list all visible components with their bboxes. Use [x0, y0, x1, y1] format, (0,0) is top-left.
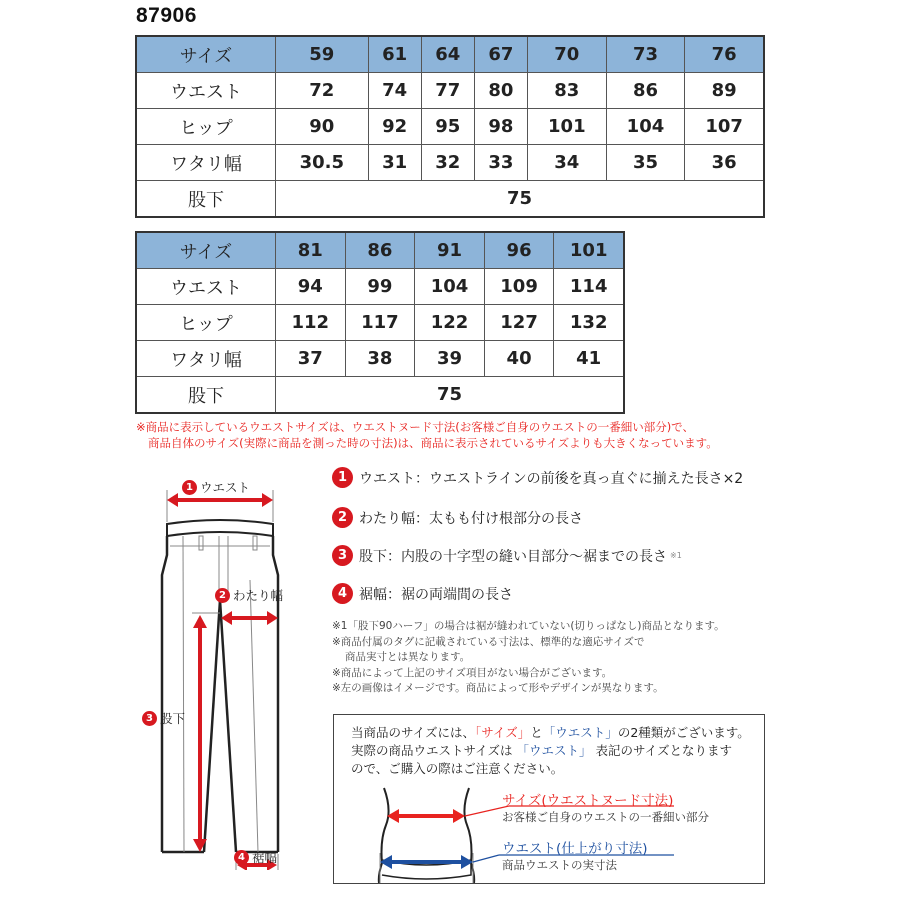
number-1-icon: 1	[182, 480, 197, 495]
cell: 86	[345, 233, 415, 269]
cell: 59	[276, 37, 369, 73]
row-label: ワタリ幅	[137, 145, 276, 181]
cell: 132	[554, 305, 624, 341]
cell: 39	[415, 341, 485, 377]
size-table-2	[136, 232, 624, 413]
cell: 32	[421, 145, 474, 181]
measurement-item-inseam: 3 股下：内股の十字型の縫い目部分～裾までの長さ ※1	[332, 545, 682, 566]
table-row-thigh	[137, 145, 764, 181]
cell: 89	[685, 73, 764, 109]
cell: 101	[554, 233, 624, 269]
cell: 96	[484, 233, 554, 269]
cell: 98	[474, 109, 527, 145]
diagram-label-hem: 4 裾幅	[234, 848, 277, 866]
cell: 31	[368, 145, 421, 181]
cell: 101	[527, 109, 606, 145]
cell: 86	[606, 73, 685, 109]
row-label: サイズ	[137, 37, 276, 73]
diagram-label-waist: 1 ウエスト	[182, 478, 250, 496]
cell: 41	[554, 341, 624, 377]
row-label: ヒップ	[137, 109, 276, 145]
cell: 112	[276, 305, 346, 341]
waist-size-notice: ※商品に表示しているウエストサイズは、ウエストヌード寸法(お客様ご自身のウエストの一番細い部分)で、 商品自体のサイズ(実際に商品を測った時の寸法)は、商品に表示されているサイズよりも大きくなっています。	[136, 420, 718, 450]
table-row-size	[137, 37, 764, 73]
size-info-box	[333, 714, 765, 884]
cell: 35	[606, 145, 685, 181]
size-nude-title: サイズ(ウエストヌード寸法)	[502, 793, 674, 809]
cell: 38	[345, 341, 415, 377]
cell: 72	[276, 73, 369, 109]
row-label: ウエスト	[137, 73, 276, 109]
row-label: サイズ	[137, 233, 276, 269]
row-label: ワタリ幅	[137, 341, 276, 377]
measurement-item-thigh: 2 わたり幅：太もも付け根部分の長さ	[332, 507, 583, 528]
cell: 94	[276, 269, 346, 305]
table-row-size	[137, 233, 624, 269]
diagram-label-inseam: 3 股下	[142, 709, 185, 727]
info-text: 当商品のサイズには、「サイズ」と「ウエスト」の2種類がございます。 実際の商品ウエストサイズは 「ウエスト」 表記のサイズとなります ので、ご購入の際はご注意ください。	[351, 725, 750, 776]
cell: 122	[415, 305, 485, 341]
cell: 61	[368, 37, 421, 73]
row-label: ウエスト	[137, 269, 276, 305]
cell: 114	[554, 269, 624, 305]
cell: 67	[474, 37, 527, 73]
cell: 77	[421, 73, 474, 109]
row-label: 股下	[137, 181, 276, 217]
table-row-inseam	[137, 181, 764, 217]
waist-finished-title: ウエスト(仕上がり寸法)	[502, 841, 648, 857]
cell: 75	[276, 181, 764, 217]
number-4-icon: 4	[234, 850, 249, 865]
cell: 104	[606, 109, 685, 145]
cell: 109	[484, 269, 554, 305]
footnotes: ※1「股下90ハーフ」の場合は裾が縫われていない(切りっぱなし)商品となります。 ※商品付属のタグに記載されている寸法は、標準的な適応サイズで 商品実寸とは異なります。 ※商品によって上記のサイズ項目がない場合がございます。 ※左の画像はイメージです。商品によって形やデザインが異なります。	[332, 620, 725, 694]
cell: 80	[474, 73, 527, 109]
waist-finished-desc: 商品ウエストの実寸法	[502, 858, 617, 872]
cell: 90	[276, 109, 369, 145]
cell: 127	[484, 305, 554, 341]
cell: 92	[368, 109, 421, 145]
measurement-item-hem: 4 裾幅：裾の両端間の長さ	[332, 583, 513, 604]
table-row-thigh	[137, 341, 624, 377]
table-row-waist	[137, 269, 624, 305]
size-nude-desc: お客様ご自身のウエストの一番細い部分	[502, 810, 709, 824]
cell: 40	[484, 341, 554, 377]
cell: 30.5	[276, 145, 369, 181]
size-table-1	[136, 36, 764, 217]
cell: 117	[345, 305, 415, 341]
table-row-inseam	[137, 377, 624, 413]
cell: 107	[685, 109, 764, 145]
diagram-label-thigh: 2 わたり幅	[215, 586, 283, 604]
cell: 81	[276, 233, 346, 269]
cell: 73	[606, 37, 685, 73]
number-4-icon: 4	[332, 583, 353, 604]
cell: 99	[345, 269, 415, 305]
product-code: 87906	[136, 4, 197, 27]
cell: 75	[276, 377, 624, 413]
number-2-icon: 2	[332, 507, 353, 528]
number-3-icon: 3	[142, 711, 157, 726]
cell: 33	[474, 145, 527, 181]
cell: 74	[368, 73, 421, 109]
cell: 36	[685, 145, 764, 181]
cell: 76	[685, 37, 764, 73]
cell: 104	[415, 269, 485, 305]
measurement-item-waist: 1 ウエスト：ウエストラインの前後を真っ直ぐに揃えた長さ×2	[332, 467, 743, 488]
number-2-icon: 2	[215, 588, 230, 603]
cell: 83	[527, 73, 606, 109]
number-1-icon: 1	[332, 467, 353, 488]
cell: 95	[421, 109, 474, 145]
number-3-icon: 3	[332, 545, 353, 566]
table-row-waist	[137, 73, 764, 109]
cell: 70	[527, 37, 606, 73]
cell: 34	[527, 145, 606, 181]
table-row-hip	[137, 109, 764, 145]
row-label: ヒップ	[137, 305, 276, 341]
table-row-hip	[137, 305, 624, 341]
cell: 91	[415, 233, 485, 269]
pants-diagram	[140, 470, 310, 870]
cell: 64	[421, 37, 474, 73]
row-label: 股下	[137, 377, 276, 413]
pants-illustration	[140, 470, 310, 870]
cell: 37	[276, 341, 346, 377]
